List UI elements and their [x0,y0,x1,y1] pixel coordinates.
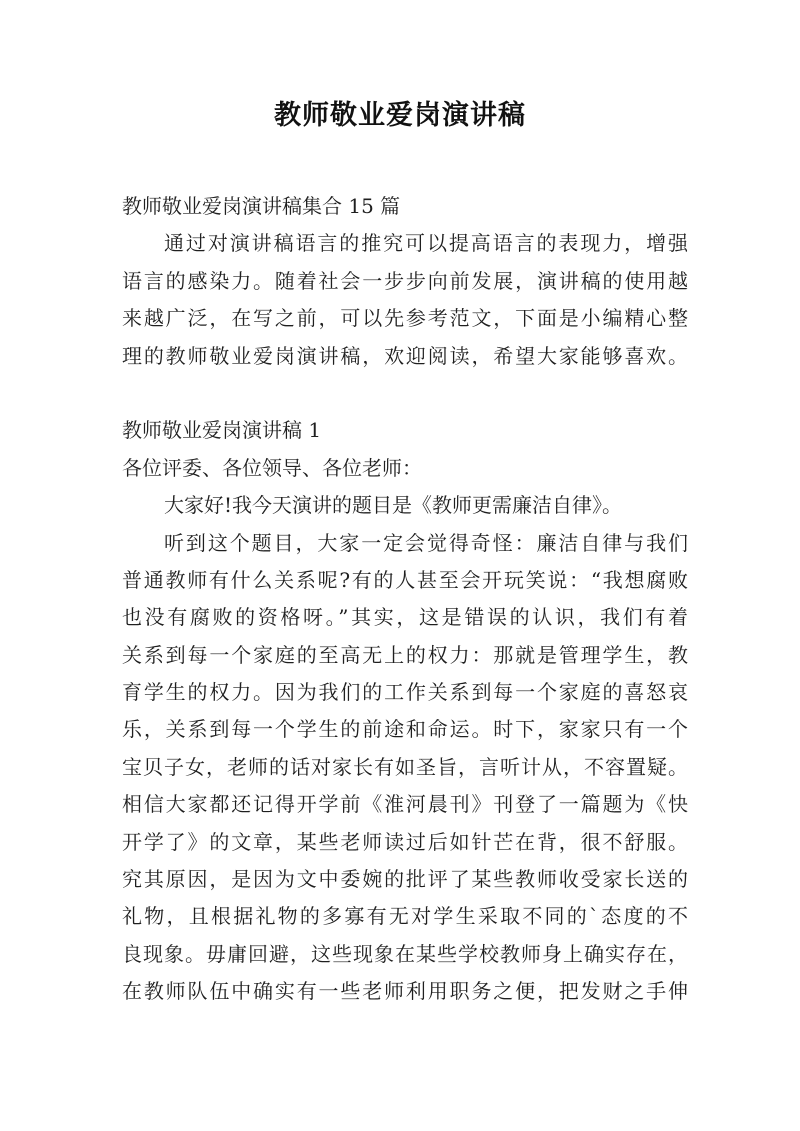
paragraph-line: 相信大家都还记得开学前《淮河晨刊》刊登了一篇题为《快 [122,792,688,817]
paragraph-line: 良现象。毋庸回避，这些现象在某些学校教师身上确实存在， [122,941,688,966]
paragraph-line: 乐，关系到每一个学生的前途和命运。时下，家家只有一个 [122,717,688,742]
paragraph-line: 育学生的权力。因为我们的工作关系到每一个家庭的喜怒哀 [122,680,688,705]
paragraph-line: 也没有腐败的资格呀。”其实，这是错误的认识，我们有着 [122,605,688,630]
paragraph-line: 关系到每一个家庭的至高无上的权力：那就是管理学生，教 [122,642,688,667]
paragraph-line: 宝贝子女，老师的话对家长有如圣旨，言听计从，不容置疑。 [122,754,688,779]
paragraph-line: 开学了》的文章，某些老师读过后如针芒在背，很不舒服。 [122,829,688,854]
intro-line: 来越广泛，在写之前，可以先参考范文，下面是小编精心整 [122,306,688,331]
document-title: 教师敬业爱岗演讲稿 [274,100,526,131]
intro-line: 语言的感染力。随着社会一步步向前发展，演讲稿的使用越 [122,268,688,293]
greeting-line: 大家好!我今天演讲的题目是《教师更需廉洁自律》。 [164,493,623,518]
paragraph-line: 礼物，且根据礼物的多寡有无对学生采取不同的`态度的不 [122,904,688,929]
intro-line: 理的教师敬业爱岗演讲稿，欢迎阅读，希望大家能够喜欢。 [122,343,688,368]
section-heading: 教师敬业爱岗演讲稿 1 [122,418,322,443]
paragraph-line: 究其原因，是因为文中委婉的批评了某些教师收受家长送的 [122,867,688,892]
intro-line: 通过对演讲稿语言的推究可以提高语言的表现力，增强 [164,231,688,256]
document-subtitle: 教师敬业爱岗演讲稿集合 15 篇 [122,194,401,218]
paragraph-line: 听到这个题目，大家一定会觉得奇怪：廉洁自律与我们 [164,530,688,555]
paragraph-line: 在教师队伍中确实有一些老师利用职务之便，把发财之手伸 [122,979,688,1004]
document-body [122,188,688,1011]
salutation: 各位评委、各位领导、各位老师： [122,455,422,480]
paragraph-spacer [122,375,688,412]
paragraph-line: 普通教师有什么关系呢?有的人甚至会开玩笑说：“我想腐败 [122,567,688,592]
